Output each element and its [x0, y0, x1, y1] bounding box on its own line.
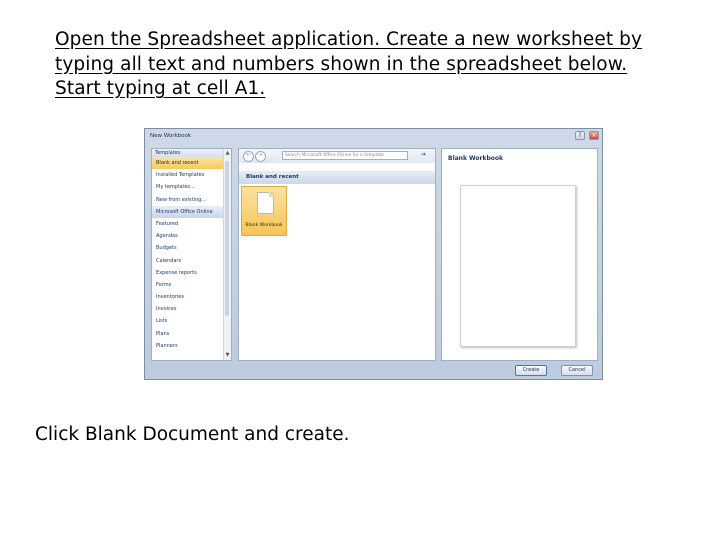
template-item-budgets[interactable]: Budgets	[156, 245, 177, 252]
instruction-line-2: typing all text and numbers shown in the spreadsheet below.	[55, 53, 628, 75]
template-item-agendas[interactable]: Agendas	[156, 233, 178, 240]
preview-panel	[441, 148, 598, 361]
gallery-toolbar	[239, 149, 435, 163]
template-item-featured[interactable]: Featured	[156, 220, 179, 227]
template-search-input[interactable]: Search Microsoft Office Online for a template	[282, 151, 408, 160]
instruction-line-3: Start typing at cell A1.	[55, 78, 266, 99]
close-button[interactable]: ×	[589, 131, 599, 140]
templates-panel	[151, 148, 232, 361]
search-go-icon[interactable]: ➔	[421, 151, 427, 158]
scroll-down-icon[interactable]: ▼	[225, 352, 230, 358]
instructions	[55, 28, 695, 102]
dialog-title: New Workbook	[150, 133, 192, 139]
template-item-calendars[interactable]: Calendars	[156, 257, 182, 264]
create-button[interactable]: Create	[515, 365, 547, 376]
template-item-installed-templates[interactable]: Installed Templates	[156, 172, 205, 179]
template-item-office-online[interactable]: Microsoft Office Online	[152, 206, 231, 218]
scroll-up-icon[interactable]: ▲	[225, 150, 230, 156]
templates-header: Templates	[152, 149, 231, 157]
instruction-line-1: Open the Spreadsheet application. Create a new worksheet by	[55, 29, 643, 50]
preview-title: Blank Workbook	[448, 155, 504, 162]
template-item-new-from-existing[interactable]: New from existing...	[156, 196, 207, 203]
template-item-forms[interactable]: Forms	[156, 281, 172, 288]
template-item-invoices[interactable]: Invoices	[156, 306, 177, 313]
template-item-planners[interactable]: Planners	[156, 342, 178, 349]
workbook-preview	[460, 185, 576, 347]
caption: Click Blank Document and create.	[35, 424, 350, 445]
blank-workbook-tile[interactable]	[241, 186, 287, 236]
blank-document-icon	[257, 192, 274, 214]
template-gallery	[238, 148, 436, 361]
dialog-titlebar	[145, 129, 602, 143]
blank-and-recent-header: Blank and recent	[239, 171, 435, 184]
template-item-lists[interactable]: Lists	[156, 318, 168, 325]
cancel-button[interactable]: Cancel	[561, 365, 593, 376]
template-item-my-templates[interactable]: My templates...	[156, 184, 195, 191]
template-item-plans[interactable]: Plans	[156, 330, 170, 337]
templates-scrollbar[interactable]	[223, 149, 231, 360]
template-item-inventories[interactable]: Inventories	[156, 294, 184, 301]
blank-workbook-label: Blank Workbook	[245, 223, 283, 228]
scrollbar-thumb[interactable]	[225, 161, 229, 316]
template-item-blank-and-recent[interactable]: Blank and recent	[152, 157, 231, 169]
back-arrow-icon[interactable]: ←	[243, 151, 254, 162]
forward-arrow-icon[interactable]: →	[255, 151, 266, 162]
new-workbook-dialog	[144, 128, 603, 380]
template-item-expense-reports[interactable]: Expense reports	[156, 269, 197, 276]
help-button[interactable]: ?	[575, 131, 585, 140]
